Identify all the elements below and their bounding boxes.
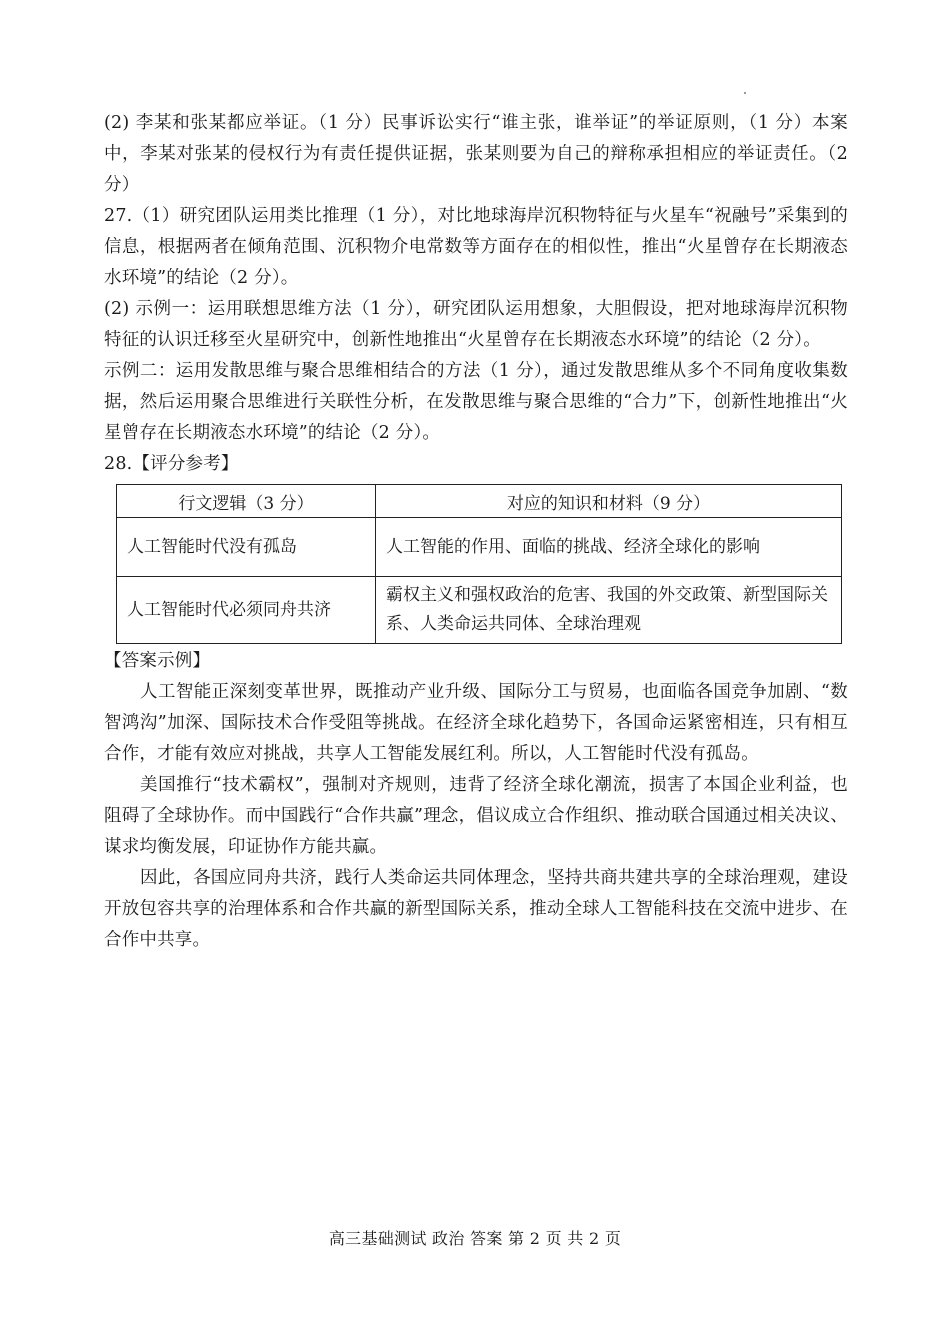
answer-page [104, 108, 848, 956]
answer-paragraph-1: 人工智能正深刻变革世界，既推动产业升级、国际分工与贸易，也面临各国竞争加剧、“数智鸿沟”加深、国际技术合作受阻等挑战。在经济全球化趋势下，各国命运紧密相连，只有相互合作，才能有效应对挑战，共享人工智能发展红利。所以，人工智能时代没有孤岛。 [104, 682, 848, 764]
page-footer: 高三基础测试 政治 答案 第 2 页 共 2 页 [328, 1229, 622, 1248]
table-row [117, 577, 842, 644]
q27-part2-example2: 示例二：运用发散思维与聚合思维相结合的方法（1 分），通过发散思维从多个不同角度收集数据，然后运用聚合思维进行关联性分析，在发散思维与聚合思维的“合力”下，创新性地推出“火星曾存在长期液态水环境”的结论（2 分）。 [104, 361, 848, 443]
answer-paragraph-2: 美国推行“技术霸权”，强制对齐规则，违背了经济全球化潮流，损害了本国企业利益，也阻碍了全球协作。而中国践行“合作共赢”理念，倡议成立合作组织、推动联合国通过相关决议、谋求均衡发展，印证协作方能共赢。 [104, 775, 848, 857]
table-cell: 人工智能时代没有孤岛 [117, 518, 376, 577]
table-header-knowledge: 对应的知识和材料（9 分） [376, 485, 842, 518]
answer-paragraph-3: 因此，各国应同舟共济，践行人类命运共同体理念，坚持共商共建共享的全球治理观，建设开放包容共享的治理体系和合作共赢的新型国际关系，推动全球人工智能科技在交流中进步、在合作中共享。 [104, 868, 848, 950]
table-cell: 人工智能时代必须同舟共济 [117, 577, 376, 644]
answer-example-heading: 【答案示例】 [104, 651, 211, 671]
table-header-row [117, 485, 842, 518]
scoring-table [116, 484, 842, 644]
table-cell: 霸权主义和强权政治的危害、我国的外交政策、新型国际关系、人类命运共同体、全球治理观 [376, 577, 842, 644]
q27-part2-example1: (2) 示例一：运用联想思维方法（1 分），研究团队运用想象，大胆假设，把对地球海岸沉积物特征的认识迁移至火星研究中，创新性地推出“火星曾存在长期液态水环境”的结论（2 分）。 [104, 299, 848, 350]
q26-part2-answer: (2) 李某和张某都应举证。（1 分）民事诉讼实行“谁主张，谁举证”的举证原则，（1 分）本案中，李某对张某的侵权行为有责任提供证据，张某则要为自己的辩称承担相应的举证责任。（2 分） [104, 113, 848, 195]
table-row [117, 518, 842, 577]
table-header-logic: 行文逻辑（3 分） [117, 485, 376, 518]
scan-dot [744, 92, 746, 94]
q28-heading: 28.【评分参考】 [104, 454, 239, 474]
table-cell: 人工智能的作用、面临的挑战、经济全球化的影响 [376, 518, 842, 577]
q27-part1-answer: 27.（1）研究团队运用类比推理（1 分），对比地球海岸沉积物特征与火星车“祝融号”采集到的信息，根据两者在倾角范围、沉积物介电常数等方面存在的相似性，推出“火星曾存在长期液态水环境”的结论（2 分）。 [104, 206, 848, 288]
